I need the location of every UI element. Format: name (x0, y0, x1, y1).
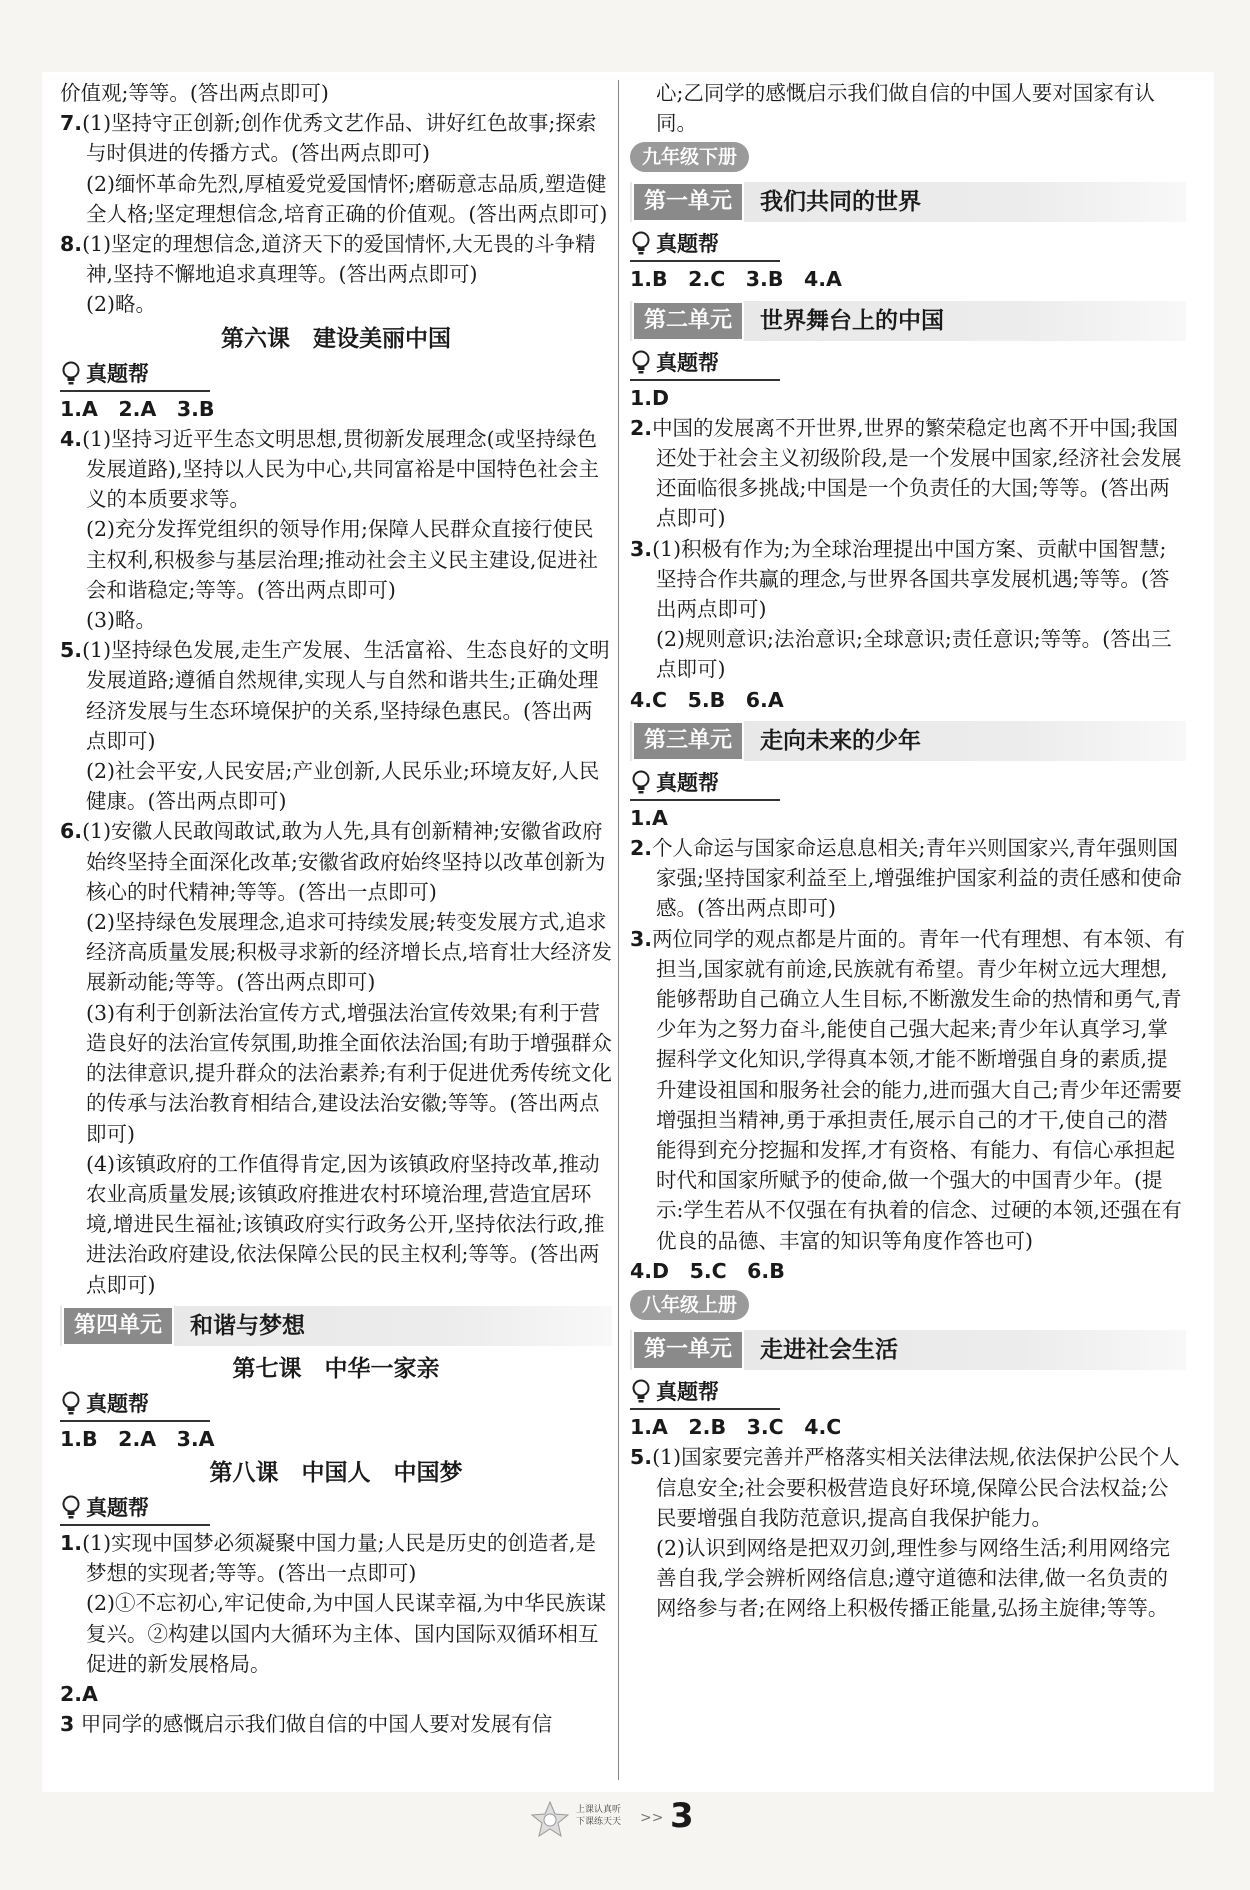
question-number: 3. (630, 926, 653, 951)
answer-text: 个人命运与国家命运息息相关;青年兴则国家兴,青年强则国家强;坚持国家利益至上,增强维护国家利益的责任感和使命感。(答出两点即可) (652, 836, 1182, 921)
question-number: 3. (630, 536, 653, 561)
unit-header (630, 721, 1186, 761)
question-1 (60, 1528, 612, 1588)
grade-badge: 八年级上册 (630, 1290, 749, 1320)
slogan-line: 上课认真听 (576, 1805, 622, 1815)
page-footer (0, 1790, 1250, 1860)
choice-answers: 1.A (630, 805, 668, 830)
section-zhentibang (60, 1388, 210, 1422)
answer-text: (1)实现中国梦必须凝聚中国力量;人民是历史的创造者,是梦想的实现者;等等。(答出一点即可) (82, 1530, 597, 1586)
question-number: 7. (60, 111, 83, 136)
lightbulb-icon (60, 1494, 82, 1522)
answer-text: (1)坚定的理想信念,道济天下的爱国情怀,大无畏的斗争精神,坚持不懈地追求真理等。(答出两点即可) (82, 232, 596, 287)
unit-header (630, 1330, 1186, 1370)
question-4 (60, 424, 612, 515)
section-label: 真题帮 (86, 361, 149, 386)
text-line: 价值观;等等。(答出两点即可) (60, 81, 329, 105)
lightbulb-icon (630, 230, 652, 258)
question-number: 4. (60, 426, 83, 451)
section-zhentibang (630, 1376, 780, 1410)
question-number: 5. (60, 638, 83, 663)
answer-text: (2)缅怀革命先烈,厚植爱党爱国情怀;磨砺意志品质,塑造健全人格;坚定理想信念,培育正确的价值观。(答出两点即可) (86, 171, 608, 226)
unit-tag: 第一单元 (632, 182, 744, 222)
unit-title: 走进社会生活 (760, 1336, 899, 1363)
answer-text: 中国的发展离不开世界,世界的繁荣稳定也离不开中国;我国还处于社会主义初级阶段,是一个发展中国家,经济社会发展还面临很多挑战;中国是一个负责任的大国;等等。(答出两点即可) (652, 415, 1182, 531)
choice-answers: 4.C 5.B 6.A (630, 687, 784, 712)
lightbulb-icon (630, 1378, 652, 1406)
footer-slogan (576, 1804, 621, 1828)
section-zhentibang (630, 228, 780, 262)
choice-answers: 1.B 2.A 3.A (60, 1426, 215, 1451)
unit-title: 走向未来的少年 (760, 727, 922, 754)
choice-answers: 1.A 2.B 3.C 4.C (630, 1415, 842, 1440)
question-number: 8. (60, 232, 83, 257)
unit-header (630, 301, 1186, 341)
answer-text: (2)略。 (86, 292, 157, 317)
section-label: 真题帮 (86, 1495, 149, 1520)
lightbulb-icon (630, 349, 652, 377)
lightbulb-icon (630, 769, 652, 797)
question-2 (630, 413, 1186, 534)
answer-text: (2)充分发挥党组织的领导作用;保障人民群众直接行使民主权利,积极参与基层治理;推动社会主义民主建设,促进社会和谐稳定;等等。(答出两点即可) (86, 517, 598, 602)
unit-tag: 第三单元 (632, 721, 744, 761)
choice-answers: 4.D 5.C 6.B (630, 1258, 785, 1283)
answer-text: 甲同学的感慨启示我们做自信的中国人要对发展有信 (80, 1712, 553, 1737)
section-label: 真题帮 (656, 770, 719, 795)
answer-text: (1)坚持绿色发展,走生产发展、生活富裕、生态良好的文明发展道路;遵循自然规律,实现人与自然和谐共生;正确处理经济发展与生态环境保护的关系,坚持绿色惠民。(答出两点即可) (82, 638, 610, 753)
section-label: 真题帮 (656, 232, 719, 257)
question-number: 3 (60, 1712, 75, 1737)
question-3 (630, 534, 1186, 625)
question-3 (60, 1709, 612, 1739)
lightbulb-icon (60, 1390, 82, 1418)
answer-text: (2)①不忘初心,牢记使命,为中国人民谋幸福,为中华民族谋复兴。②构建以国内大循环为主体、国内国际双循环相互促进的新发展格局。 (86, 1591, 607, 1676)
answer-text: (2)社会平安,人民安居;产业创新,人民乐业;环境友好,人民健康。(答出两点即可) (86, 759, 600, 814)
answer-text: 两位同学的观点都是片面的。青年一代有理想、有本领、有担当,国家就有前途,民族就有希望。青少年树立远大理想,能够帮助自己确立人生目标,不断激发生命的热情和勇气,青少年为之努力奋斗,能使自己强大起来;青少年认真学习,掌握科学文化知识,学得真本领,才能不断增强自身的素质,提升建设祖国和服务社会的能力,进而强大自己;青少年还需要增强担当精神,勇于承担责任,展示自己的才干,使自己的潜能得到充分挖掘和发挥,才有资格、有能力、有信心承担起时代和国家所赋予的使命,做一个强大的中国青少年。(提示:学生若从不仅强在有执着的信念、过硬的本领,还强在有优良的品德、丰富的知识等角度作答也可) (652, 926, 1186, 1253)
question-number: 5. (630, 1445, 653, 1470)
chevron-right-icon: >> (640, 1810, 664, 1826)
slogan-line: 下课练天天 (576, 1817, 622, 1827)
question-number: 2. (630, 415, 653, 440)
unit-tag: 第四单元 (62, 1306, 174, 1346)
unit-title: 和谐与梦想 (190, 1312, 306, 1339)
unit-title: 世界舞台上的中国 (760, 307, 945, 334)
mascot-logo-icon (530, 1800, 570, 1844)
question-number: 6. (60, 819, 83, 844)
section-zhentibang (630, 347, 780, 381)
text-line: 心;乙同学的感慨启示我们做自信的中国人要对国家有认同。 (656, 81, 1155, 136)
unit-header (630, 182, 1186, 222)
answer-text: (3)略。 (86, 608, 157, 633)
answer-text: (1)积极有作为;为全球治理提出中国方案、贡献中国智慧;坚持合作共赢的理念,与世界各国共享发展机遇;等等。(答出两点即可) (652, 536, 1170, 622)
section-zhentibang (60, 358, 210, 392)
answer-text: (4)该镇政府的工作值得肯定,因为该镇政府坚持改革,推动农业高质量发展;该镇政府推进农村环境治理,营造宜居环境,增进民生福祉;该镇政府实行政务公开,坚持依法行政,推进法治政府建设,依法保障公民的民主权利;等等。(答出两点即可) (86, 1151, 605, 1297)
answer-text: (2)规则意识;法治意识;全球意识;责任意识;等等。(答出三点即可) (656, 627, 1172, 682)
question-5 (60, 635, 612, 756)
answer-text: (2)认识到网络是把双刃剑,理性参与网络生活;利用网络完善自我,学会辨析网络信息;遵守道德和法律,做一名负责的网络参与者;在网络上积极传播正能量,弘扬主旋律;等等。 (656, 1535, 1170, 1621)
lesson-title: 第八课 中国人 中国梦 (209, 1459, 463, 1486)
right-column (630, 78, 1186, 1624)
section-label: 真题帮 (656, 350, 719, 375)
section-label: 真题帮 (86, 1391, 149, 1416)
question-7 (60, 108, 612, 168)
choice-answers: 1.A 2.A 3.B (60, 396, 215, 421)
lightbulb-icon (60, 360, 82, 388)
answer-text: (1)坚持习近平生态文明思想,贯彻新发展理念(或坚持绿色发展道路),坚持以人民为中心,共同富裕是中国特色社会主义的本质要求等。 (82, 426, 600, 512)
choice-answers: 2.A (60, 1681, 98, 1706)
lesson-title: 第七课 中华一家亲 (232, 1355, 440, 1382)
question-5 (630, 1442, 1186, 1533)
question-3b (630, 924, 1186, 1256)
answer-text: (1)国家要完善并严格落实相关法律法规,依法保护公民个人信息安全;社会要积极营造良好环境,保障公民合法权益;公民要增强自我防范意识,提高自我保护能力。 (652, 1445, 1180, 1530)
lesson-title: 第六课 建设美丽中国 (221, 325, 451, 352)
page-number: 3 (670, 1796, 694, 1836)
question-6 (60, 816, 612, 907)
question-number: 2. (630, 836, 653, 861)
unit-header (60, 1306, 612, 1346)
question-8 (60, 229, 612, 289)
choice-answers: 1.D (630, 385, 670, 410)
left-column (60, 78, 612, 1739)
answer-text: (1)安徽人民敢闯敢试,敢为人先,具有创新精神;安徽省政府始终坚持全面深化改革;安徽省政府始终坚持以改革创新为核心的时代精神;等等。(答出一点即可) (82, 819, 606, 904)
question-number: 1. (60, 1530, 83, 1555)
answer-text: (3)有利于创新法治宣传方式,增强法治宣传效果;有利于营造良好的法治宣传氛围,助推全面依法治国;有助于增强群众的法律意识,提升群众的法治素养;有利于促进优秀传统文化的传承与法治教育相结合,建设法治安徽;等等。(答出两点即可) (86, 1000, 612, 1146)
question-2b (630, 833, 1186, 924)
section-zhentibang (60, 1492, 210, 1526)
grade-badge: 九年级下册 (630, 142, 749, 172)
section-label: 真题帮 (656, 1380, 719, 1405)
unit-tag: 第一单元 (632, 1330, 744, 1370)
column-divider (618, 80, 619, 1780)
answer-text: (2)坚持绿色发展理念,追求可持续发展;转变发展方式,追求经济高质量发展;积极寻求新的经济增长点,培育壮大经济发展新动能;等等。(答出两点即可) (86, 910, 612, 995)
choice-answers: 1.B 2.C 3.B 4.A (630, 267, 842, 292)
unit-title: 我们共同的世界 (760, 189, 922, 216)
answer-text: (1)坚持守正创新;创作优秀文艺作品、讲好红色故事;探索与时俱进的传播方式。(答出两点即可) (82, 111, 597, 166)
section-zhentibang (630, 767, 780, 801)
unit-tag: 第二单元 (632, 301, 744, 341)
